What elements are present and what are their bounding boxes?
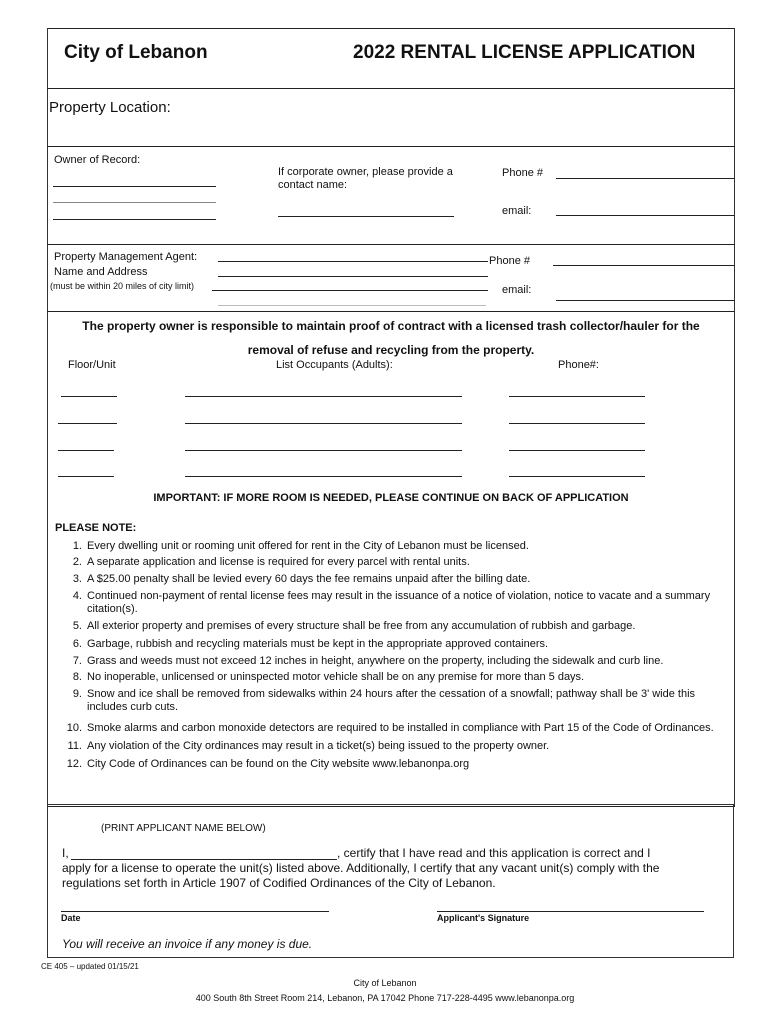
- agent-line-1[interactable]: [218, 261, 488, 262]
- agent-divider: [47, 311, 735, 312]
- col-phone: Phone#:: [558, 359, 599, 371]
- header-divider: [47, 88, 735, 89]
- form-top-border: [47, 28, 735, 29]
- phone-line[interactable]: [509, 423, 645, 424]
- agent-label: Property Management Agent:: [54, 251, 198, 263]
- agent-line-2[interactable]: [218, 276, 488, 277]
- date-line[interactable]: [61, 911, 329, 912]
- property-location-label: Property Location:: [49, 99, 171, 116]
- col-occupants: List Occupants (Adults):: [276, 359, 393, 371]
- cert-line-2: apply for a license to operate the unit(s) listed above. Additionally, I certify that any vacant unit(s) comply with the: [62, 861, 660, 875]
- trash-notice-line-1: The property owner is responsible to maintain proof of contract with a licensed trash collector/hauler for the: [82, 319, 700, 333]
- unit-line[interactable]: [61, 396, 117, 397]
- phone-line[interactable]: [509, 476, 645, 477]
- cert-line-3: regulations set forth in Article 1907 of Codified Ordinances of the City of Lebanon.: [62, 876, 496, 890]
- agent-phone-label: Phone #: [489, 255, 530, 267]
- important-notice: IMPORTANT: IF MORE ROOM IS NEEDED, PLEASE CONTINUE ON BACK OF APPLICATION: [153, 492, 629, 504]
- owner-email-label: email:: [502, 205, 532, 217]
- owner-line-2[interactable]: [53, 202, 216, 203]
- property-divider: [47, 146, 735, 147]
- signature-line[interactable]: [437, 911, 704, 912]
- form-title: 2022 RENTAL LICENSE APPLICATION: [353, 42, 696, 63]
- agent-line-3[interactable]: [212, 290, 488, 291]
- unit-line[interactable]: [58, 450, 114, 451]
- signature-label: Applicant's Signature: [437, 913, 530, 923]
- invoice-note: You will receive an invoice if any money is due.: [62, 937, 313, 951]
- footer-org: City of Lebanon: [353, 978, 417, 988]
- owner-line-3[interactable]: [53, 219, 216, 220]
- footer-address: 400 South 8th Street Room 214, Lebanon, PA 17042 Phone 717-228-4495 www.lebanonpa.org: [195, 993, 575, 1003]
- print-name-label: (PRINT APPLICANT NAME BELOW): [101, 823, 266, 834]
- owner-divider: [47, 244, 735, 245]
- cert-line-1: , certify that I have read and this application is correct and I: [337, 846, 651, 860]
- owner-phone-label: Phone #: [502, 167, 543, 179]
- agent-line-4[interactable]: [218, 305, 486, 306]
- corporate-owner-note: If corporate owner, please provide a contact name:: [278, 166, 453, 191]
- applicant-name-line[interactable]: [71, 859, 337, 860]
- agent-email-line[interactable]: [556, 300, 734, 301]
- owner-email-line[interactable]: [556, 215, 734, 216]
- unit-line[interactable]: [58, 423, 117, 424]
- city-name: City of Lebanon: [64, 42, 208, 63]
- owner-phone-line[interactable]: [556, 178, 734, 179]
- owner-line-1[interactable]: [53, 186, 216, 187]
- agent-limit-note: (must be within 20 miles of city limit): [50, 281, 195, 291]
- phone-line[interactable]: [509, 450, 645, 451]
- phone-line[interactable]: [509, 396, 645, 397]
- col-floor-unit: Floor/Unit: [68, 359, 116, 371]
- form-left-border: [47, 28, 48, 806]
- occupants-line[interactable]: [185, 476, 462, 477]
- unit-line[interactable]: [58, 476, 114, 477]
- corporate-contact-line[interactable]: [278, 216, 454, 217]
- agent-email-label: email:: [502, 284, 532, 296]
- occupants-line[interactable]: [185, 450, 462, 451]
- owner-of-record-label: Owner of Record:: [54, 154, 141, 166]
- please-note-heading: PLEASE NOTE:: [55, 522, 137, 534]
- agent-phone-line[interactable]: [553, 265, 734, 266]
- occupants-line[interactable]: [185, 396, 462, 397]
- trash-notice-line-2: removal of refuse and recycling from the property.: [247, 343, 535, 357]
- agent-name-address-label: Name and Address: [54, 266, 148, 278]
- cert-prefix: I,: [62, 846, 69, 860]
- occupants-line[interactable]: [185, 423, 462, 424]
- form-code: CE 405 – updated 01/15/21: [41, 962, 139, 971]
- date-label: Date: [61, 913, 81, 923]
